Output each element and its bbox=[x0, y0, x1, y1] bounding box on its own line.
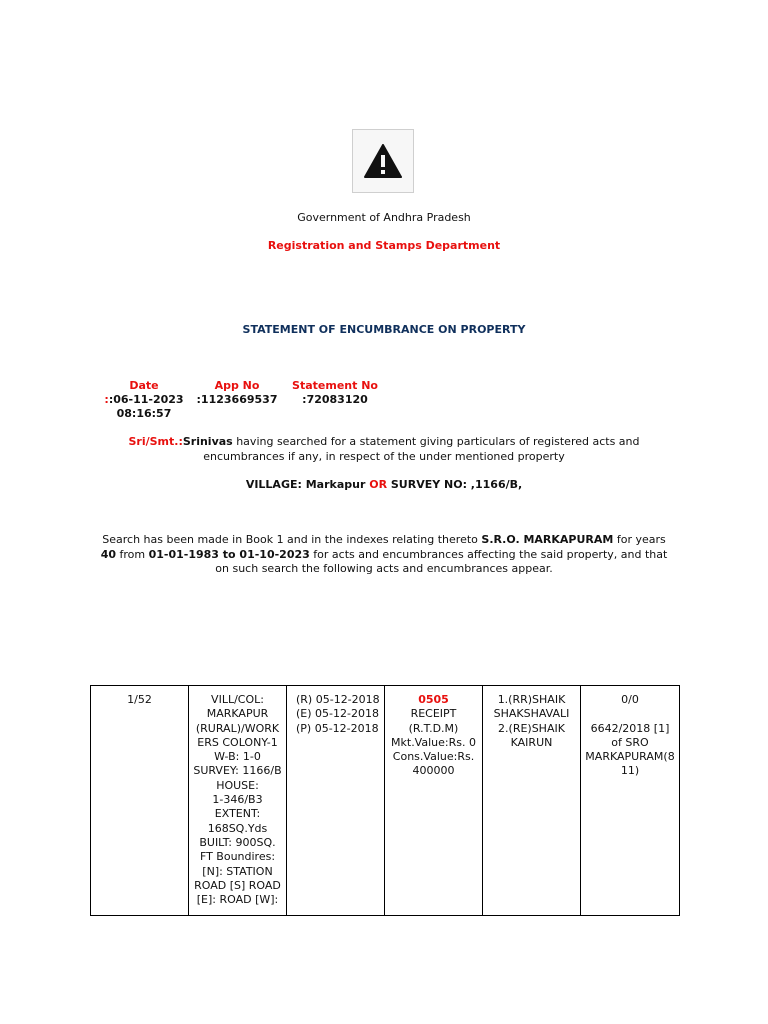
volume: 0/0 bbox=[621, 693, 639, 706]
search-paragraph: Search has been made in Book 1 and in the indexes relating thereto S.R.O. MARKAPURAM for years 40 from 01-01-1983 to 01-10-2023 for acts and encumbrances affecting the said property, and that on such search the following acts and encumbrances appear. bbox=[100, 533, 668, 575]
party-line: SHAKSHAVALI bbox=[493, 707, 570, 721]
encumbrance-table bbox=[90, 685, 680, 916]
description-line: VILL/COL: bbox=[211, 693, 264, 706]
department-name: Registration and Stamps Department bbox=[267, 239, 501, 252]
warning-icon bbox=[364, 144, 402, 178]
description-line: (RURAL)/WORK bbox=[195, 721, 280, 735]
date-line: (R) 05-12-2018 bbox=[296, 693, 380, 706]
nature-line: Mkt.Value:Rs. 0 bbox=[391, 735, 476, 749]
description-line: ROAD [S] ROAD bbox=[194, 878, 281, 892]
description-line: MARKAPUR bbox=[206, 707, 269, 721]
document-line: of SRO bbox=[611, 735, 649, 749]
party-line: 2.(RE)SHAIK bbox=[498, 721, 565, 735]
nature-line: RECEIPT bbox=[410, 707, 457, 721]
salutation: Sri/Smt.: bbox=[128, 435, 183, 448]
government-name: Government of Andhra Pradesh bbox=[297, 211, 471, 224]
description-line: BUILT: 900SQ. bbox=[199, 835, 276, 849]
date-value: ::06-11-2023 bbox=[104, 393, 184, 406]
statement-value: :72083120 bbox=[302, 393, 368, 406]
description-line: W-B: 1-0 bbox=[214, 750, 261, 764]
app-block bbox=[196, 379, 278, 407]
description-line: ERS COLONY-1 bbox=[197, 735, 278, 749]
document-cell bbox=[581, 686, 680, 916]
description-line: SURVEY: 1166/B bbox=[193, 764, 282, 778]
sro-name: S.R.O. MARKAPURAM bbox=[481, 533, 614, 546]
date-range: 01-01-1983 to 01-10-2023 bbox=[148, 547, 310, 561]
nature-line: (R.T.D.M) bbox=[408, 721, 459, 735]
description-line: 168SQ.Yds bbox=[207, 821, 268, 835]
nature-code: 0505 bbox=[418, 693, 449, 706]
intro-text: having searched for a statement giving particulars of registered acts and encumbrances if any, in respect of the under mentioned property bbox=[203, 435, 640, 463]
description-line: FT Boundires: bbox=[199, 850, 276, 864]
description-line: 1-346/B3 bbox=[212, 793, 263, 807]
document-line: MARKAPURAM(8 bbox=[585, 750, 675, 764]
dates-cell bbox=[287, 686, 385, 916]
nature-line: Cons.Value:Rs. bbox=[392, 750, 475, 764]
document-line: 11) bbox=[620, 764, 640, 778]
time-value: 08:16:57 bbox=[116, 407, 172, 420]
table-row bbox=[91, 686, 680, 916]
date-line: (E) 05-12-2018 bbox=[296, 707, 379, 721]
description-line: EXTENT: bbox=[214, 807, 261, 821]
date-block bbox=[104, 379, 184, 421]
description-line: [E]: ROAD [W]: bbox=[196, 893, 279, 907]
parties-cell bbox=[483, 686, 581, 916]
description-line: HOUSE: bbox=[216, 778, 259, 792]
statement-block bbox=[290, 379, 380, 407]
app-label: App No bbox=[214, 379, 260, 392]
intro-paragraph bbox=[104, 435, 664, 464]
description-cell bbox=[189, 686, 287, 916]
years: 40 bbox=[100, 547, 116, 561]
serial-cell: 1/52 bbox=[91, 686, 189, 916]
property-line: VILLAGE: Markapur OR SURVEY NO: ,1166/B, bbox=[245, 478, 523, 491]
page-title: STATEMENT OF ENCUMBRANCE ON PROPERTY bbox=[242, 323, 526, 336]
statement-label: Statement No bbox=[292, 379, 378, 392]
description-line: [N]: STATION bbox=[202, 864, 273, 878]
date-line: (P) 05-12-2018 bbox=[296, 721, 379, 735]
logo-box bbox=[352, 129, 414, 193]
date-label: Date bbox=[129, 379, 159, 392]
party-line: 1.(RR)SHAIK bbox=[497, 693, 566, 706]
or-label: OR bbox=[369, 478, 388, 491]
party-line: KAIRUN bbox=[510, 735, 553, 749]
nature-line: 400000 bbox=[412, 764, 455, 778]
document-line: 6642/2018 [1] bbox=[590, 721, 670, 735]
nature-cell bbox=[385, 686, 483, 916]
applicant-name: Srinivas bbox=[182, 435, 233, 448]
app-value: :1123669537 bbox=[196, 393, 278, 406]
